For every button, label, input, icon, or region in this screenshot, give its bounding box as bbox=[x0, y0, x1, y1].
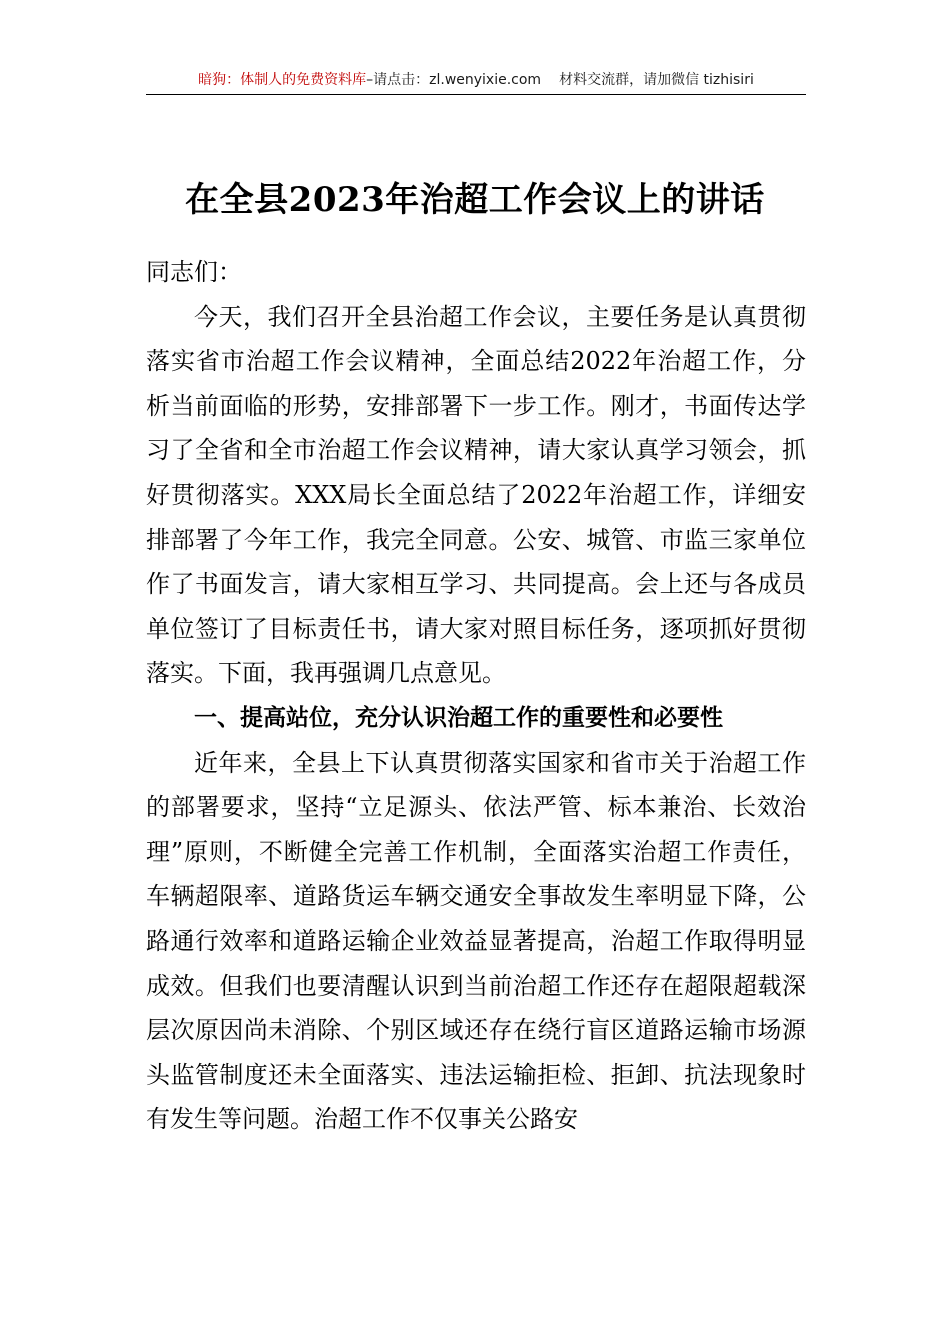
section-1-heading: 一、提高站位，充分认识治超工作的重要性和必要性 bbox=[194, 704, 723, 731]
header-group-label: 材料交流群，请加微信 tizhisiri bbox=[559, 72, 754, 88]
header-url-link[interactable]: zl.wenyixie.com bbox=[429, 72, 542, 88]
document-body bbox=[146, 250, 806, 1142]
document-title: 在全县2023年治超工作会议上的讲话 bbox=[185, 180, 765, 220]
header-click-label: –请点击： bbox=[366, 72, 430, 88]
intro-paragraph: 今天，我们召开全县治超工作会议，主要任务是认真贯彻落实省市治超工作会议精神，全面总结2022年治超工作，分析当前面临的形势，安排部署下一步工作。刚才，书面传达学习了全省和全市治超工作会议精神，请大家认真学习领会，抓好贯彻落实。XXX局长全面总结了2022年治超工作，详细安排部署了今年工作，我完全同意。公安、城管、市监三家单位作了书面发言，请大家相互学习、共同提高。会上还与各成员单位签订了目标责任书，请大家对照目标任务，逐项抓好贯彻落实。下面，我再强调几点意见。 bbox=[146, 302, 806, 688]
greeting: 同志们： bbox=[146, 258, 242, 286]
section-1-paragraph: 近年来，全县上下认真贯彻落实国家和省市关于治超工作的部署要求，坚持“立足源头、依法严管、标本兼治、长效治理”原则，不断健全完善工作机制，全面落实治超工作责任，车辆超限率、道路货运车辆交通安全事故发生率明显下降，公路通行效率和道路运输企业效益显著提高，治超工作取得明显成效。但我们也要清醒认识到当前治超工作还存在超限超载深层次原因尚未消除、个别区域还存在绕行盲区道路运输市场源头监管制度还未全面落实、违法运输拒检、拒卸、抗法现象时有发生等问题。治超工作不仅事关公路安 bbox=[146, 748, 806, 1134]
page-header bbox=[146, 70, 806, 95]
header-site-label: 暗狗：体制人的免费资料库 bbox=[198, 72, 367, 88]
